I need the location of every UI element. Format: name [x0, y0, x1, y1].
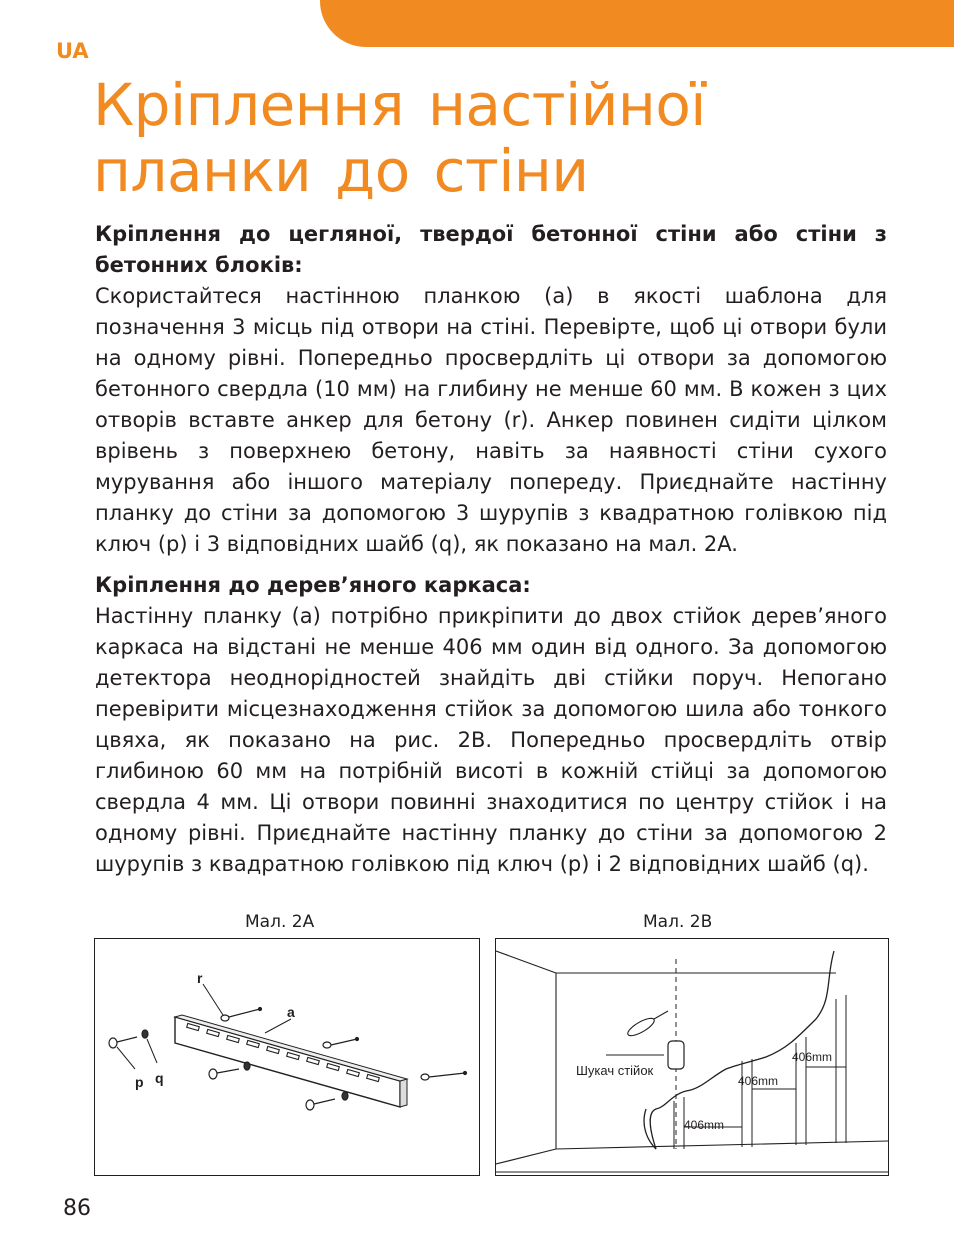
label-q: q — [155, 1070, 164, 1086]
language-label: UA — [56, 39, 89, 63]
section-body-wood: Настінну планку (a) потрібно прикріпити до двох стійок дерев’яного каркаса на відстані не менше 406 мм один від одного. За допомогою детектора неоднорідностей знайдіть дві стійки поруч. Непогано перевірити місцезнаходження стійок за допомогою шила або тонкого цвяха, як показано на рис. 2B. Попередньо просвердліть отвір глибиною 60 мм на потрібній висоті в кожній стійці за допомогою свердла 4 мм. Ці отвори повинні знаходитися по центру стійок і на одному рівні. Приєднайте настінну планку до стіни за допомогою 2 шурупів з квадратною голівкою під ключ (p) і 2 відповідних шайб (q). — [95, 604, 887, 876]
stud-finder-illustration — [496, 939, 888, 1175]
section-heading-wood: Кріплення до дерев’яного каркаса: — [95, 573, 531, 597]
page-number: 86 — [63, 1196, 91, 1221]
stud-finder-label: Шукач стійок — [576, 1063, 654, 1078]
page-title: Кріплення настійної планки до стіни — [93, 71, 706, 205]
label-a: a — [287, 1004, 295, 1020]
section-heading-concrete: Кріплення до цегляної, твердої бетонної стіни або стіни з бетонних блоків: — [95, 222, 887, 277]
section-body-concrete: Скористайтеся настінною планкою (a) в якості шаблона для позначення 3 місць під отвори на стіні. Перевірте, щоб ці отвори були на одному рівні. Попередньо просвердліть ці отвори за допомогою бетонного свердла (10 мм) на глибину не менше 60 мм. В кожен з цих отворів вставте анкер для бетону (r). Анкер повинен сидіти цілком врівень з поверхнею бетону, навіть за наявності стіни сухого мурування або іншого матеріалу попереду. Приєднайте настінну планку до стіни за допомогою 3 шурупів з квадратною голівкою під ключ (p) і 3 відповідних шайб (q), як показано на мал. 2A. — [95, 284, 887, 556]
figure-2a — [94, 938, 480, 1176]
wall-plate-illustration — [95, 939, 479, 1175]
dimension-label-2: 406mm — [738, 1074, 779, 1088]
label-p: p — [135, 1074, 144, 1090]
header-orange-tab — [320, 0, 954, 47]
figure-2a-caption: Мал. 2A — [245, 912, 315, 932]
label-r: r — [197, 970, 203, 986]
figure-2b — [495, 938, 889, 1176]
main-content — [95, 219, 887, 880]
dimension-label-1: 406mm — [684, 1118, 725, 1132]
dimension-label-3: 406mm — [792, 1050, 833, 1064]
figure-2b-caption: Мал. 2B — [643, 912, 713, 932]
